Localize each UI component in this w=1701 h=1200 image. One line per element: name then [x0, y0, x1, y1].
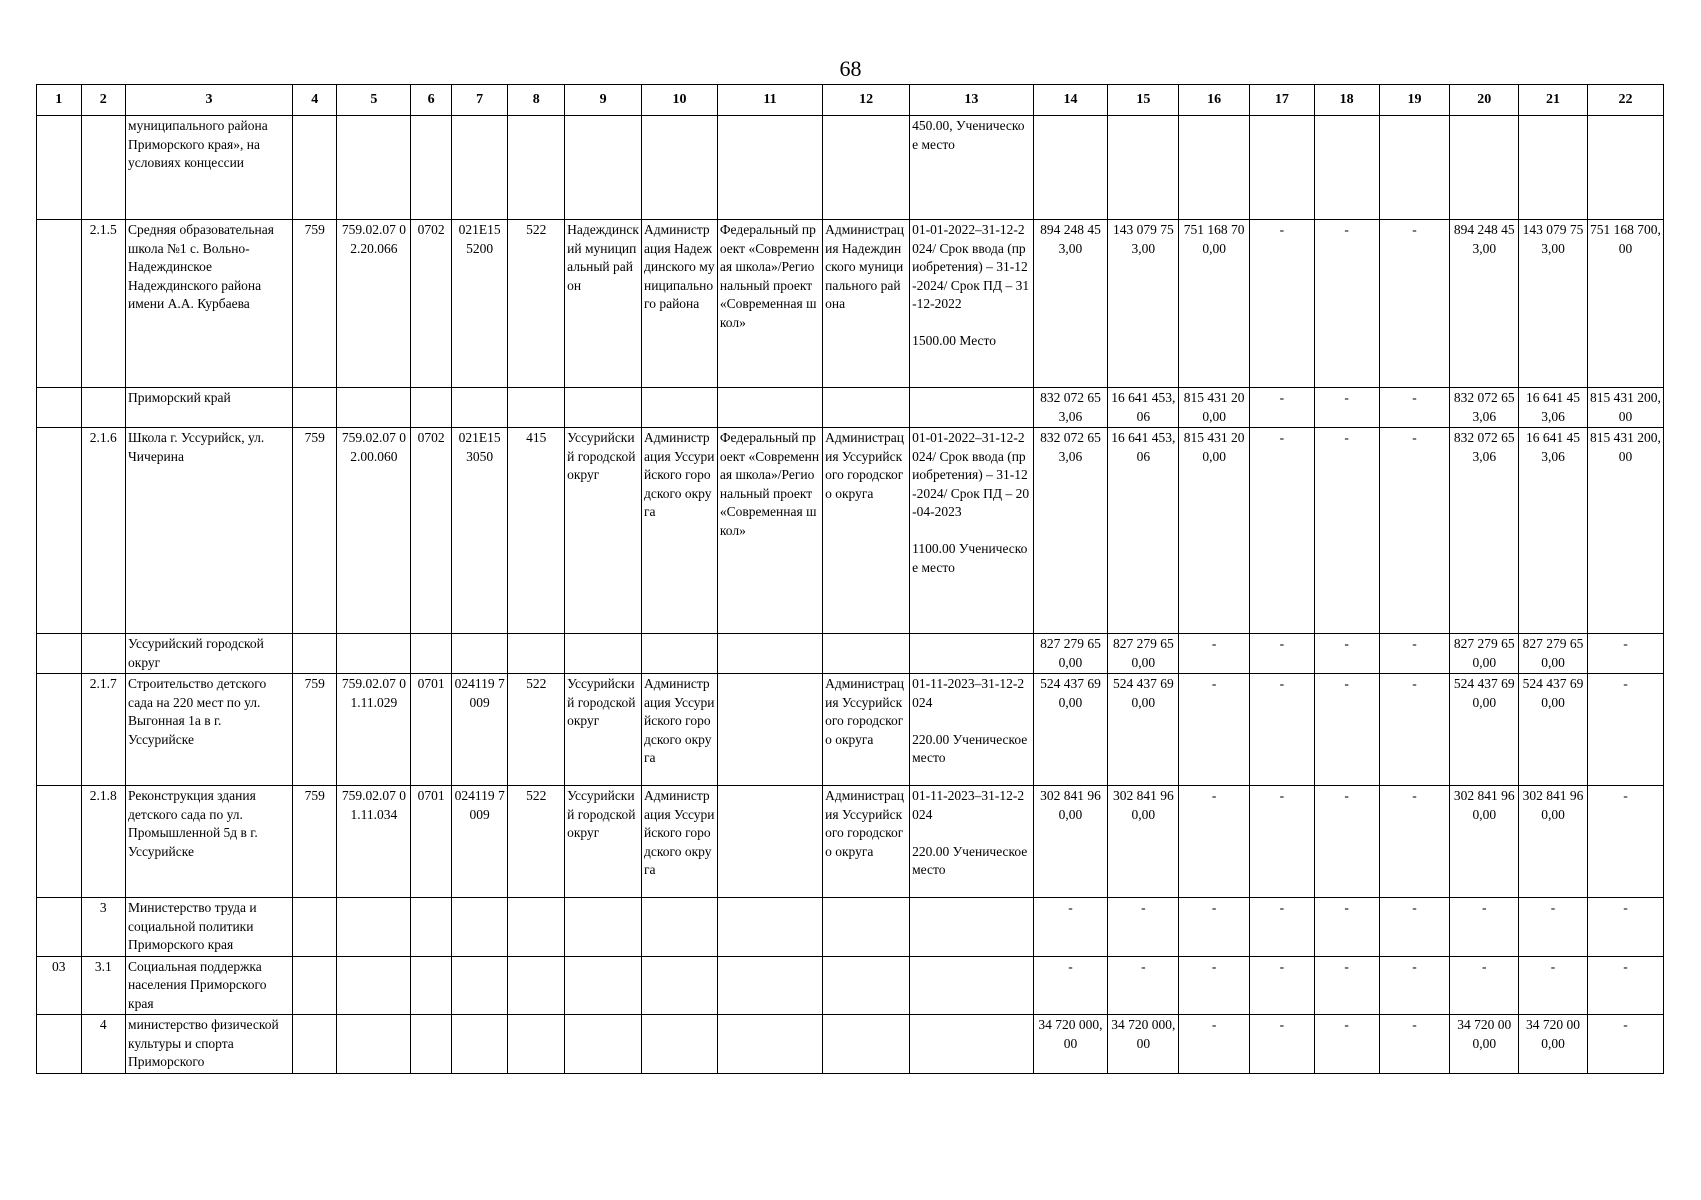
- cell-col-3: Строительство детского сада на 220 мест по ул. Выгонная 1а в г. Уссурийске: [126, 674, 293, 786]
- cell-col-6: 0702: [411, 220, 451, 388]
- cell-col-20: [1450, 116, 1519, 220]
- cell-col-19: -: [1379, 674, 1450, 786]
- cell-col-7: [451, 116, 508, 220]
- cell-col-19: -: [1379, 220, 1450, 388]
- column-header-1: 1: [37, 85, 82, 116]
- budget-table: [36, 84, 1664, 1074]
- cell-col-18: -: [1314, 1015, 1379, 1074]
- cell-col-5: [337, 116, 411, 220]
- cell-col-1: [37, 428, 82, 634]
- cell-col-17: -: [1250, 786, 1315, 898]
- cell-col-18: -: [1314, 956, 1379, 1015]
- cell-col-7: [451, 956, 508, 1015]
- cell-col-11: Федеральный проект «Современная школа»/Региональный проект «Современная школ»: [717, 428, 822, 634]
- cell-col-11: Федеральный проект «Современная школа»/Региональный проект «Современная школ»: [717, 220, 822, 388]
- column-header-15: 15: [1108, 85, 1179, 116]
- cell-col-5: [337, 956, 411, 1015]
- cell-col-8: 415: [508, 428, 565, 634]
- cell-col-18: -: [1314, 220, 1379, 388]
- cell-col-11: [717, 388, 822, 428]
- cell-col-11: [717, 634, 822, 674]
- column-header-7: 7: [451, 85, 508, 116]
- cell-col-13: 01-11-2023–31-12-2024 220.00 Ученическое место: [910, 786, 1033, 898]
- column-header-5: 5: [337, 85, 411, 116]
- cell-col-2: 2.1.8: [81, 786, 126, 898]
- cell-col-8: 522: [508, 674, 565, 786]
- cell-col-2: 3.1: [81, 956, 126, 1015]
- cell-col-20: 34 720 000,00: [1450, 1015, 1519, 1074]
- cell-col-14: 34 720 000,00: [1033, 1015, 1108, 1074]
- cell-col-22: -: [1587, 786, 1663, 898]
- cell-col-17: -: [1250, 674, 1315, 786]
- cell-col-5: [337, 388, 411, 428]
- cell-col-17: -: [1250, 388, 1315, 428]
- cell-col-19: -: [1379, 634, 1450, 674]
- cell-col-4: 759: [292, 220, 337, 388]
- cell-col-1: [37, 634, 82, 674]
- cell-col-9: [565, 388, 642, 428]
- cell-col-12: [823, 956, 910, 1015]
- cell-col-3: муниципального района Приморского края», на условиях концессии: [126, 116, 293, 220]
- cell-col-15: [1108, 116, 1179, 220]
- cell-col-10: [642, 634, 718, 674]
- cell-col-5: 759.02.07 01.11.029: [337, 674, 411, 786]
- cell-col-21: 524 437 690,00: [1519, 674, 1588, 786]
- cell-col-20: 832 072 653,06: [1450, 388, 1519, 428]
- cell-col-16: 815 431 200,00: [1179, 428, 1250, 634]
- cell-col-16: [1179, 116, 1250, 220]
- cell-col-12: [823, 634, 910, 674]
- cell-col-9: Уссурийский городской округ: [565, 428, 642, 634]
- cell-col-4: [292, 116, 337, 220]
- cell-col-5: [337, 634, 411, 674]
- cell-col-11: [717, 786, 822, 898]
- column-header-13: 13: [910, 85, 1033, 116]
- cell-col-4: [292, 1015, 337, 1074]
- cell-col-22: 815 431 200,00: [1587, 428, 1663, 634]
- cell-col-17: -: [1250, 898, 1315, 957]
- cell-col-8: [508, 388, 565, 428]
- cell-col-21: -: [1519, 898, 1588, 957]
- cell-col-1: [37, 674, 82, 786]
- table-row: [37, 898, 1664, 957]
- cell-col-6: 0702: [411, 428, 451, 634]
- column-header-11: 11: [717, 85, 822, 116]
- cell-col-6: [411, 116, 451, 220]
- cell-col-6: 0701: [411, 786, 451, 898]
- table-row: [37, 674, 1664, 786]
- cell-col-12: Администрация Уссурийского городского округа: [823, 674, 910, 786]
- cell-col-16: -: [1179, 898, 1250, 957]
- cell-col-8: [508, 1015, 565, 1074]
- cell-col-3: Социальная поддержка населения Приморского края: [126, 956, 293, 1015]
- table-header: [37, 85, 1664, 116]
- cell-col-18: -: [1314, 388, 1379, 428]
- cell-col-16: -: [1179, 674, 1250, 786]
- cell-col-20: -: [1450, 898, 1519, 957]
- cell-col-3: министерство физической культуры и спорта Приморского: [126, 1015, 293, 1074]
- table-row: [37, 634, 1664, 674]
- cell-col-19: [1379, 116, 1450, 220]
- cell-col-12: Администрация Уссурийского городского округа: [823, 428, 910, 634]
- cell-col-7: [451, 388, 508, 428]
- cell-col-14: 832 072 653,06: [1033, 388, 1108, 428]
- cell-col-2: 2.1.7: [81, 674, 126, 786]
- cell-col-15: 143 079 753,00: [1108, 220, 1179, 388]
- table-row: [37, 786, 1664, 898]
- cell-col-15: 302 841 960,00: [1108, 786, 1179, 898]
- cell-col-14: -: [1033, 956, 1108, 1015]
- cell-col-7: 021E15 3050: [451, 428, 508, 634]
- cell-col-17: -: [1250, 956, 1315, 1015]
- cell-col-7: [451, 898, 508, 957]
- cell-col-7: [451, 634, 508, 674]
- cell-col-22: -: [1587, 634, 1663, 674]
- table-row: [37, 956, 1664, 1015]
- table-row: [37, 1015, 1664, 1074]
- cell-col-14: -: [1033, 898, 1108, 957]
- column-header-8: 8: [508, 85, 565, 116]
- cell-col-19: -: [1379, 1015, 1450, 1074]
- cell-col-17: -: [1250, 634, 1315, 674]
- cell-col-2: [81, 388, 126, 428]
- cell-col-13: [910, 388, 1033, 428]
- table-body: [37, 116, 1664, 1074]
- cell-col-4: 759: [292, 428, 337, 634]
- cell-col-1: [37, 220, 82, 388]
- cell-col-20: 524 437 690,00: [1450, 674, 1519, 786]
- cell-col-18: -: [1314, 898, 1379, 957]
- cell-col-5: [337, 1015, 411, 1074]
- column-header-14: 14: [1033, 85, 1108, 116]
- cell-col-5: 759.02.07 02.20.066: [337, 220, 411, 388]
- cell-col-8: [508, 956, 565, 1015]
- cell-col-4: 759: [292, 674, 337, 786]
- cell-col-12: [823, 388, 910, 428]
- cell-col-10: Администрация Уссурийского городского округа: [642, 674, 718, 786]
- cell-col-6: [411, 898, 451, 957]
- cell-col-13: [910, 956, 1033, 1015]
- cell-col-7: [451, 1015, 508, 1074]
- cell-col-12: Администрация Уссурийского городского округа: [823, 786, 910, 898]
- cell-col-22: -: [1587, 898, 1663, 957]
- cell-col-2: 2.1.5: [81, 220, 126, 388]
- cell-col-5: [337, 898, 411, 957]
- cell-col-4: [292, 956, 337, 1015]
- cell-col-16: 751 168 700,00: [1179, 220, 1250, 388]
- cell-col-20: -: [1450, 956, 1519, 1015]
- cell-col-14: 827 279 650,00: [1033, 634, 1108, 674]
- cell-col-2: 4: [81, 1015, 126, 1074]
- cell-col-1: [37, 786, 82, 898]
- cell-col-10: Администрация Уссурийского городского округа: [642, 786, 718, 898]
- cell-col-22: -: [1587, 674, 1663, 786]
- cell-col-3: Школа г. Уссурийск, ул. Чичерина: [126, 428, 293, 634]
- cell-col-18: -: [1314, 674, 1379, 786]
- cell-col-9: Уссурийский городской округ: [565, 786, 642, 898]
- column-header-2: 2: [81, 85, 126, 116]
- cell-col-19: -: [1379, 428, 1450, 634]
- cell-col-22: [1587, 116, 1663, 220]
- cell-col-16: -: [1179, 956, 1250, 1015]
- cell-col-12: [823, 116, 910, 220]
- cell-col-10: Администрация Уссурийского городского округа: [642, 428, 718, 634]
- cell-col-21: 827 279 650,00: [1519, 634, 1588, 674]
- cell-col-3: Министерство труда и социальной политики Приморского края: [126, 898, 293, 957]
- cell-col-16: -: [1179, 634, 1250, 674]
- column-header-19: 19: [1379, 85, 1450, 116]
- cell-col-6: [411, 1015, 451, 1074]
- cell-col-1: [37, 1015, 82, 1074]
- cell-col-8: 522: [508, 220, 565, 388]
- cell-col-21: 16 641 453,06: [1519, 428, 1588, 634]
- cell-col-12: Администрация Надеждинского муниципального района: [823, 220, 910, 388]
- cell-col-15: -: [1108, 898, 1179, 957]
- column-header-21: 21: [1519, 85, 1588, 116]
- column-header-12: 12: [823, 85, 910, 116]
- cell-col-13: 01-11-2023–31-12-2024 220.00 Ученическое место: [910, 674, 1033, 786]
- cell-col-12: [823, 1015, 910, 1074]
- table-row: [37, 388, 1664, 428]
- cell-col-11: [717, 956, 822, 1015]
- table-row: [37, 116, 1664, 220]
- cell-col-21: 34 720 000,00: [1519, 1015, 1588, 1074]
- cell-col-7: 024119 7009: [451, 674, 508, 786]
- cell-col-19: -: [1379, 898, 1450, 957]
- column-header-9: 9: [565, 85, 642, 116]
- cell-col-18: -: [1314, 428, 1379, 634]
- cell-col-20: 302 841 960,00: [1450, 786, 1519, 898]
- column-header-16: 16: [1179, 85, 1250, 116]
- cell-col-22: 815 431 200,00: [1587, 388, 1663, 428]
- cell-col-6: 0701: [411, 674, 451, 786]
- cell-col-9: Надеждинский муниципальный район: [565, 220, 642, 388]
- cell-col-16: -: [1179, 786, 1250, 898]
- cell-col-14: 302 841 960,00: [1033, 786, 1108, 898]
- cell-col-7: 024119 7009: [451, 786, 508, 898]
- cell-col-15: 524 437 690,00: [1108, 674, 1179, 786]
- column-header-3: 3: [126, 85, 293, 116]
- cell-col-18: -: [1314, 634, 1379, 674]
- cell-col-15: 16 641 453,06: [1108, 428, 1179, 634]
- cell-col-9: [565, 634, 642, 674]
- cell-col-6: [411, 634, 451, 674]
- cell-col-9: [565, 116, 642, 220]
- cell-col-4: 759: [292, 786, 337, 898]
- cell-col-21: [1519, 116, 1588, 220]
- cell-col-10: [642, 898, 718, 957]
- cell-col-7: 021E15 5200: [451, 220, 508, 388]
- column-header-4: 4: [292, 85, 337, 116]
- cell-col-3: Уссурийский городской округ: [126, 634, 293, 674]
- cell-col-13: [910, 634, 1033, 674]
- cell-col-14: 894 248 453,00: [1033, 220, 1108, 388]
- cell-col-21: 143 079 753,00: [1519, 220, 1588, 388]
- cell-col-1: [37, 388, 82, 428]
- cell-col-8: [508, 116, 565, 220]
- column-header-18: 18: [1314, 85, 1379, 116]
- cell-col-1: [37, 898, 82, 957]
- cell-col-10: [642, 956, 718, 1015]
- cell-col-14: 524 437 690,00: [1033, 674, 1108, 786]
- cell-col-13: 450.00, Ученическое место: [910, 116, 1033, 220]
- cell-col-16: 815 431 200,00: [1179, 388, 1250, 428]
- cell-col-21: -: [1519, 956, 1588, 1015]
- cell-col-2: 3: [81, 898, 126, 957]
- cell-col-20: 894 248 453,00: [1450, 220, 1519, 388]
- cell-col-9: Уссурийский городской округ: [565, 674, 642, 786]
- cell-col-15: 16 641 453,06: [1108, 388, 1179, 428]
- cell-col-3: Средняя образовательная школа №1 с. Вольно-Надеждинское Надеждинского района имени А.А. Курбаева: [126, 220, 293, 388]
- cell-col-20: 832 072 653,06: [1450, 428, 1519, 634]
- header-row: [37, 85, 1664, 116]
- cell-col-8: [508, 898, 565, 957]
- cell-col-17: -: [1250, 220, 1315, 388]
- cell-col-17: [1250, 116, 1315, 220]
- cell-col-22: -: [1587, 956, 1663, 1015]
- cell-col-14: [1033, 116, 1108, 220]
- cell-col-18: [1314, 116, 1379, 220]
- table-row: [37, 428, 1664, 634]
- cell-col-3: Реконструкция здания детского сада по ул. Промышленной 5д в г. Уссурийске: [126, 786, 293, 898]
- cell-col-4: [292, 898, 337, 957]
- cell-col-13: 01-01-2022–31-12-2024/ Срок ввода (приобретения) – 31-12-2024/ Срок ПД – 31-12-2022 1500.00 Место: [910, 220, 1033, 388]
- cell-col-4: [292, 388, 337, 428]
- cell-col-13: [910, 898, 1033, 957]
- cell-col-9: [565, 898, 642, 957]
- column-header-10: 10: [642, 85, 718, 116]
- cell-col-2: [81, 634, 126, 674]
- cell-col-16: -: [1179, 1015, 1250, 1074]
- cell-col-9: [565, 1015, 642, 1074]
- cell-col-6: [411, 388, 451, 428]
- cell-col-21: 16 641 453,06: [1519, 388, 1588, 428]
- cell-col-13: 01-01-2022–31-12-2024/ Срок ввода (приобретения) – 31-12-2024/ Срок ПД – 20-04-2023 1100.00 Ученическое место: [910, 428, 1033, 634]
- cell-col-19: -: [1379, 786, 1450, 898]
- cell-col-2: [81, 116, 126, 220]
- column-header-6: 6: [411, 85, 451, 116]
- table-row: [37, 220, 1664, 388]
- cell-col-13: [910, 1015, 1033, 1074]
- cell-col-10: Администрация Надеждинского муниципального района: [642, 220, 718, 388]
- cell-col-14: 832 072 653,06: [1033, 428, 1108, 634]
- cell-col-10: [642, 388, 718, 428]
- cell-col-11: [717, 1015, 822, 1074]
- column-header-17: 17: [1250, 85, 1315, 116]
- cell-col-10: [642, 1015, 718, 1074]
- cell-col-22: 751 168 700,00: [1587, 220, 1663, 388]
- cell-col-17: -: [1250, 428, 1315, 634]
- cell-col-15: -: [1108, 956, 1179, 1015]
- cell-col-11: [717, 674, 822, 786]
- column-header-22: 22: [1587, 85, 1663, 116]
- page-number: 68: [839, 56, 862, 81]
- cell-col-17: -: [1250, 1015, 1315, 1074]
- cell-col-9: [565, 956, 642, 1015]
- cell-col-2: 2.1.6: [81, 428, 126, 634]
- column-header-20: 20: [1450, 85, 1519, 116]
- cell-col-11: [717, 116, 822, 220]
- cell-col-5: 759.02.07 02.00.060: [337, 428, 411, 634]
- cell-col-5: 759.02.07 01.11.034: [337, 786, 411, 898]
- cell-col-11: [717, 898, 822, 957]
- cell-col-6: [411, 956, 451, 1015]
- cell-col-15: 34 720 000,00: [1108, 1015, 1179, 1074]
- cell-col-19: -: [1379, 388, 1450, 428]
- cell-col-19: -: [1379, 956, 1450, 1015]
- cell-col-1: [37, 116, 82, 220]
- cell-col-10: [642, 116, 718, 220]
- cell-col-21: 302 841 960,00: [1519, 786, 1588, 898]
- cell-col-20: 827 279 650,00: [1450, 634, 1519, 674]
- cell-col-3: Приморский край: [126, 388, 293, 428]
- cell-col-22: -: [1587, 1015, 1663, 1074]
- cell-col-8: 522: [508, 786, 565, 898]
- cell-col-1: 03: [37, 956, 82, 1015]
- cell-col-18: -: [1314, 786, 1379, 898]
- cell-col-12: [823, 898, 910, 957]
- cell-col-15: 827 279 650,00: [1108, 634, 1179, 674]
- cell-col-4: [292, 634, 337, 674]
- cell-col-8: [508, 634, 565, 674]
